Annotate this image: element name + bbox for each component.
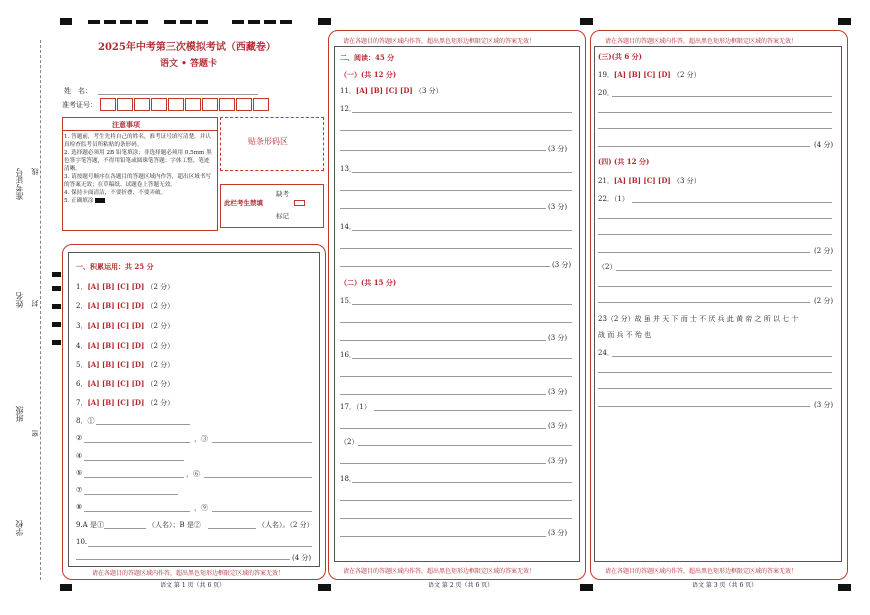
blank-6-label: ，⑥ [186, 470, 200, 478]
absent-note: 此栏考生禁填 [224, 199, 263, 207]
answer-line[interactable] [598, 252, 810, 253]
answer-line[interactable] [340, 248, 572, 249]
answer-line[interactable] [374, 410, 572, 411]
choice-options[interactable]: [A] [B] [C] [D] [613, 70, 671, 79]
exam-no-label: 准考证号： [62, 101, 97, 109]
choice-options[interactable]: [A] [B] [C] [D] [87, 282, 145, 291]
answer-line[interactable] [352, 230, 572, 231]
answer-line[interactable] [352, 482, 572, 483]
answer-line[interactable] [340, 536, 546, 537]
q10-score: (4 分) [292, 554, 312, 562]
q8-label: 8．① [76, 417, 95, 425]
blank-5-label: ⑤ [76, 469, 83, 477]
mc-row: 5．[A] [B] [C] [D] （2 分） [76, 360, 175, 369]
q20-label: 20． [598, 89, 614, 97]
answer-line[interactable] [598, 146, 810, 147]
answer-line[interactable] [598, 388, 832, 389]
registration-mark [232, 20, 244, 24]
answer-line[interactable] [358, 445, 572, 446]
blank-2-label: ② [76, 434, 83, 442]
section-title: 二、阅读：45 分 [340, 53, 395, 62]
answer-line[interactable] [612, 96, 832, 97]
q12-score: (3 分) [548, 145, 568, 153]
registration-mark [52, 272, 61, 277]
page-footer: 语文 第 1 页（共 6 页） [160, 582, 226, 589]
name-label: 姓 名： [64, 87, 92, 95]
q20-score: (4 分) [814, 141, 834, 149]
registration-mark [136, 20, 148, 24]
mc-row: 3．[A] [B] [C] [D] （2 分） [76, 321, 175, 330]
page-footer: 语文 第 3 页（共 6 页） [692, 582, 758, 589]
q23-text: 23（2 分）故 虽 并 天 下 而 士 不 厌 兵 此 黄 帝 之 所 以 七 十 [598, 315, 799, 323]
warning-text: 请在各题目的答题区域内作答，超出黑色矩形边框限定区域的答案无效！ [92, 570, 285, 577]
mc-row: 1．[A] [B] [C] [D] （2 分） [76, 282, 175, 291]
registration-mark [52, 304, 61, 309]
choice-options[interactable]: [A] [B] [C] [D] [87, 398, 145, 407]
side-seal-label: 封 [31, 300, 39, 307]
answer-line[interactable] [340, 190, 572, 191]
note-item: 2. 选择题必须用 2B 铅笔填涂；非选择题必须用 0.5mm 黑色签字笔答题，不得用铅笔或圆珠笔答题；字体工整、笔迹清晰。 [64, 150, 212, 172]
registration-mark [838, 584, 851, 591]
blank-7-label: ⑦ [76, 486, 83, 494]
answer-line[interactable] [84, 442, 190, 443]
answer-line[interactable] [340, 266, 550, 267]
answer-line[interactable] [598, 128, 832, 129]
absent-label-bottom: 标记 [276, 212, 289, 220]
answer-line[interactable] [84, 511, 190, 512]
answer-line[interactable] [84, 460, 184, 461]
name-field[interactable] [98, 94, 258, 95]
choice-options[interactable]: [A] [B] [C] [D] [355, 86, 413, 95]
answer-line[interactable] [352, 358, 572, 359]
q16-label: 16． [340, 351, 356, 359]
answer-line[interactable] [340, 208, 546, 209]
side-school-label: 学校 [15, 520, 24, 536]
answer-area-3 [594, 46, 842, 562]
mc-row: 2．[A] [B] [C] [D] （2 分） [76, 301, 175, 310]
answer-line[interactable] [340, 130, 572, 131]
blank-8-label: ⑧ [76, 503, 83, 511]
barcode-label: 贴条形码区 [248, 137, 288, 146]
registration-mark [318, 584, 331, 591]
answer-line[interactable] [340, 500, 572, 501]
choice-options[interactable]: [A] [B] [C] [D] [87, 341, 145, 350]
q17-1-score: (3 分) [548, 422, 568, 430]
answer-line[interactable] [208, 528, 256, 529]
registration-mark [52, 286, 61, 291]
answer-line[interactable] [598, 234, 832, 235]
choice-options[interactable]: [A] [B] [C] [D] [87, 379, 145, 388]
blank-3-label: ，③ [194, 435, 208, 443]
answer-line[interactable] [340, 394, 546, 395]
q16-score: (3 分) [548, 388, 568, 396]
registration-mark [164, 20, 176, 24]
q15-label: 15． [340, 297, 356, 305]
q9-label-a: 9.A 是① [76, 521, 104, 529]
q18-score: (3 分) [548, 529, 568, 537]
answer-line[interactable] [204, 477, 312, 478]
note-item: 3. 请按题号顺序在各题目的答题区域内作答，超出区域书写的答案无效；在草稿纸、试题卷上答题无效。 [64, 174, 211, 188]
choice-options[interactable]: [A] [B] [C] [D] [613, 176, 671, 185]
blank-4-label: ④ [76, 452, 83, 460]
q22-2-label: （2） [598, 263, 617, 271]
note-item: 5. 正确填涂 [64, 197, 214, 205]
answer-line[interactable] [340, 428, 546, 429]
choice-options[interactable]: [A] [B] [C] [D] [87, 321, 145, 330]
registration-mark [104, 20, 116, 24]
registration-mark [580, 584, 593, 591]
q17-1-label: 17．（1） [340, 403, 371, 411]
binding-dashed-line [40, 40, 41, 580]
answer-line[interactable] [340, 518, 572, 519]
answer-line[interactable] [88, 546, 312, 547]
answer-line[interactable] [598, 218, 832, 219]
answer-line[interactable] [340, 150, 546, 151]
registration-mark [60, 584, 72, 591]
choice-options[interactable]: [A] [B] [C] [D] [87, 301, 145, 310]
exam-no-boxes[interactable] [100, 98, 270, 111]
answer-line[interactable] [598, 372, 832, 373]
answer-line[interactable] [632, 202, 832, 203]
answer-line[interactable] [104, 528, 146, 529]
q17-2-score: (3 分) [548, 457, 568, 465]
q13-score: (3 分) [548, 203, 568, 211]
answer-line[interactable] [340, 376, 572, 377]
blank-9-label: ，⑨ [194, 504, 208, 512]
notes-list [64, 133, 214, 205]
q14-score: (3 分) [552, 261, 572, 269]
registration-mark [318, 18, 331, 25]
q23-text: 战 而 兵 不 殆 也 [598, 331, 652, 339]
q22-1-score: (2 分) [814, 247, 834, 255]
answer-line[interactable] [352, 172, 572, 173]
q15-score: (3 分) [548, 334, 568, 342]
absent-mark-box[interactable] [294, 200, 305, 206]
registration-mark [52, 340, 61, 345]
side-name-label: 姓名 [15, 292, 24, 308]
registration-mark [280, 20, 292, 24]
q13-label: 13． [340, 165, 356, 173]
q24-label: 24． [598, 349, 614, 357]
notes-divider [62, 130, 217, 131]
q22-1-label: 22．（1） [598, 195, 629, 203]
answer-line[interactable] [352, 304, 572, 305]
choice-options[interactable]: [A] [B] [C] [D] [87, 360, 145, 369]
answer-line[interactable] [598, 302, 810, 303]
registration-mark [52, 322, 61, 327]
page-subtitle: 语文 • 答题卡 [160, 59, 218, 69]
notes-title: 注意事项 [112, 120, 140, 129]
mc-row: 7．[A] [B] [C] [D] （2 分） [76, 398, 175, 407]
answer-line[interactable] [340, 463, 546, 464]
note-item: 4. 保持卡面清洁，不要折叠、不要弄破。 [64, 190, 167, 196]
absent-label-top: 缺考 [276, 190, 289, 198]
registration-mark [180, 20, 192, 24]
side-secret-label: 密 [31, 430, 39, 437]
registration-mark [264, 20, 276, 24]
registration-mark [60, 18, 72, 25]
q22-2-score: (2 分) [814, 297, 834, 305]
warning-text: 请在各题目的答题区域内作答，超出黑色矩形边框限定区域的答案无效！ [605, 38, 798, 45]
part-title: （一）(共 12 分) [340, 70, 397, 79]
answer-line[interactable] [84, 494, 178, 495]
side-line-label: 线 [31, 168, 39, 175]
side-class-label: 班级 [15, 406, 24, 422]
registration-mark [120, 20, 132, 24]
page-footer: 语文 第 2 页（共 6 页） [428, 582, 494, 589]
q14-label: 14． [340, 223, 356, 231]
mc-row: 6．[A] [B] [C] [D] （2 分） [76, 379, 175, 388]
mc-row: 21．[A] [B] [C] [D] （3 分） [598, 176, 701, 185]
filled-mark-icon [95, 198, 105, 203]
answer-line[interactable] [340, 340, 546, 341]
answer-line[interactable] [96, 424, 190, 425]
side-exam-no-label: 准考证号 [15, 168, 24, 200]
part-title: (三)(共 6 分) [598, 52, 642, 61]
q9-label-b: （人名）；B 是② [148, 521, 201, 529]
answer-line[interactable] [598, 286, 832, 287]
part-title: (四) (共 12 分) [598, 157, 650, 166]
answer-line[interactable] [598, 112, 832, 113]
answer-line[interactable] [352, 112, 572, 113]
answer-line[interactable] [212, 442, 312, 443]
q24-score: (3 分) [814, 401, 834, 409]
mc-row: 11．[A] [B] [C] [D] （3 分） [340, 86, 443, 95]
warning-text: 请在各题目的答题区域内作答，超出黑色矩形边框限定区域的答案无效！ [605, 568, 798, 575]
q10-label: 10. [76, 538, 88, 546]
registration-mark [838, 18, 851, 25]
mc-row: 4．[A] [B] [C] [D] （2 分） [76, 341, 175, 350]
registration-mark [248, 20, 260, 24]
answer-line[interactable] [212, 511, 312, 512]
page-title: 2025年中考第三次模拟考试（西藏卷） [98, 42, 276, 53]
warning-text: 请在各题目的答题区域内作答，超出黑色矩形边框限定区域的答案无效！ [343, 568, 536, 575]
registration-mark [580, 18, 593, 25]
warning-text: 请在各题目的答题区域内作答，超出黑色矩形边框限定区域的答案无效！ [343, 38, 536, 45]
q9-label-c: （人名）。（2 分） [258, 521, 314, 529]
answer-line[interactable] [76, 559, 290, 560]
registration-mark [88, 20, 100, 24]
part-title: （二）(共 15 分) [340, 278, 397, 287]
answer-line[interactable] [616, 270, 832, 271]
answer-line[interactable] [84, 477, 184, 478]
mc-row: 19．[A] [B] [C] [D] （2 分） [598, 70, 701, 79]
registration-mark [196, 20, 208, 24]
q17-2-label: （2） [340, 438, 359, 446]
answer-line[interactable] [612, 356, 832, 357]
answer-line[interactable] [598, 406, 810, 407]
note-item: 1. 答题前，考生先将自己的姓名，准考证号填写清楚，并认真检查监考员所粘贴的条形码。 [64, 134, 211, 148]
answer-line[interactable] [340, 322, 572, 323]
q12-label: 12． [340, 105, 356, 113]
q18-label: 18． [340, 475, 356, 483]
section-title: 一、积累运用：共 25 分 [76, 262, 154, 271]
